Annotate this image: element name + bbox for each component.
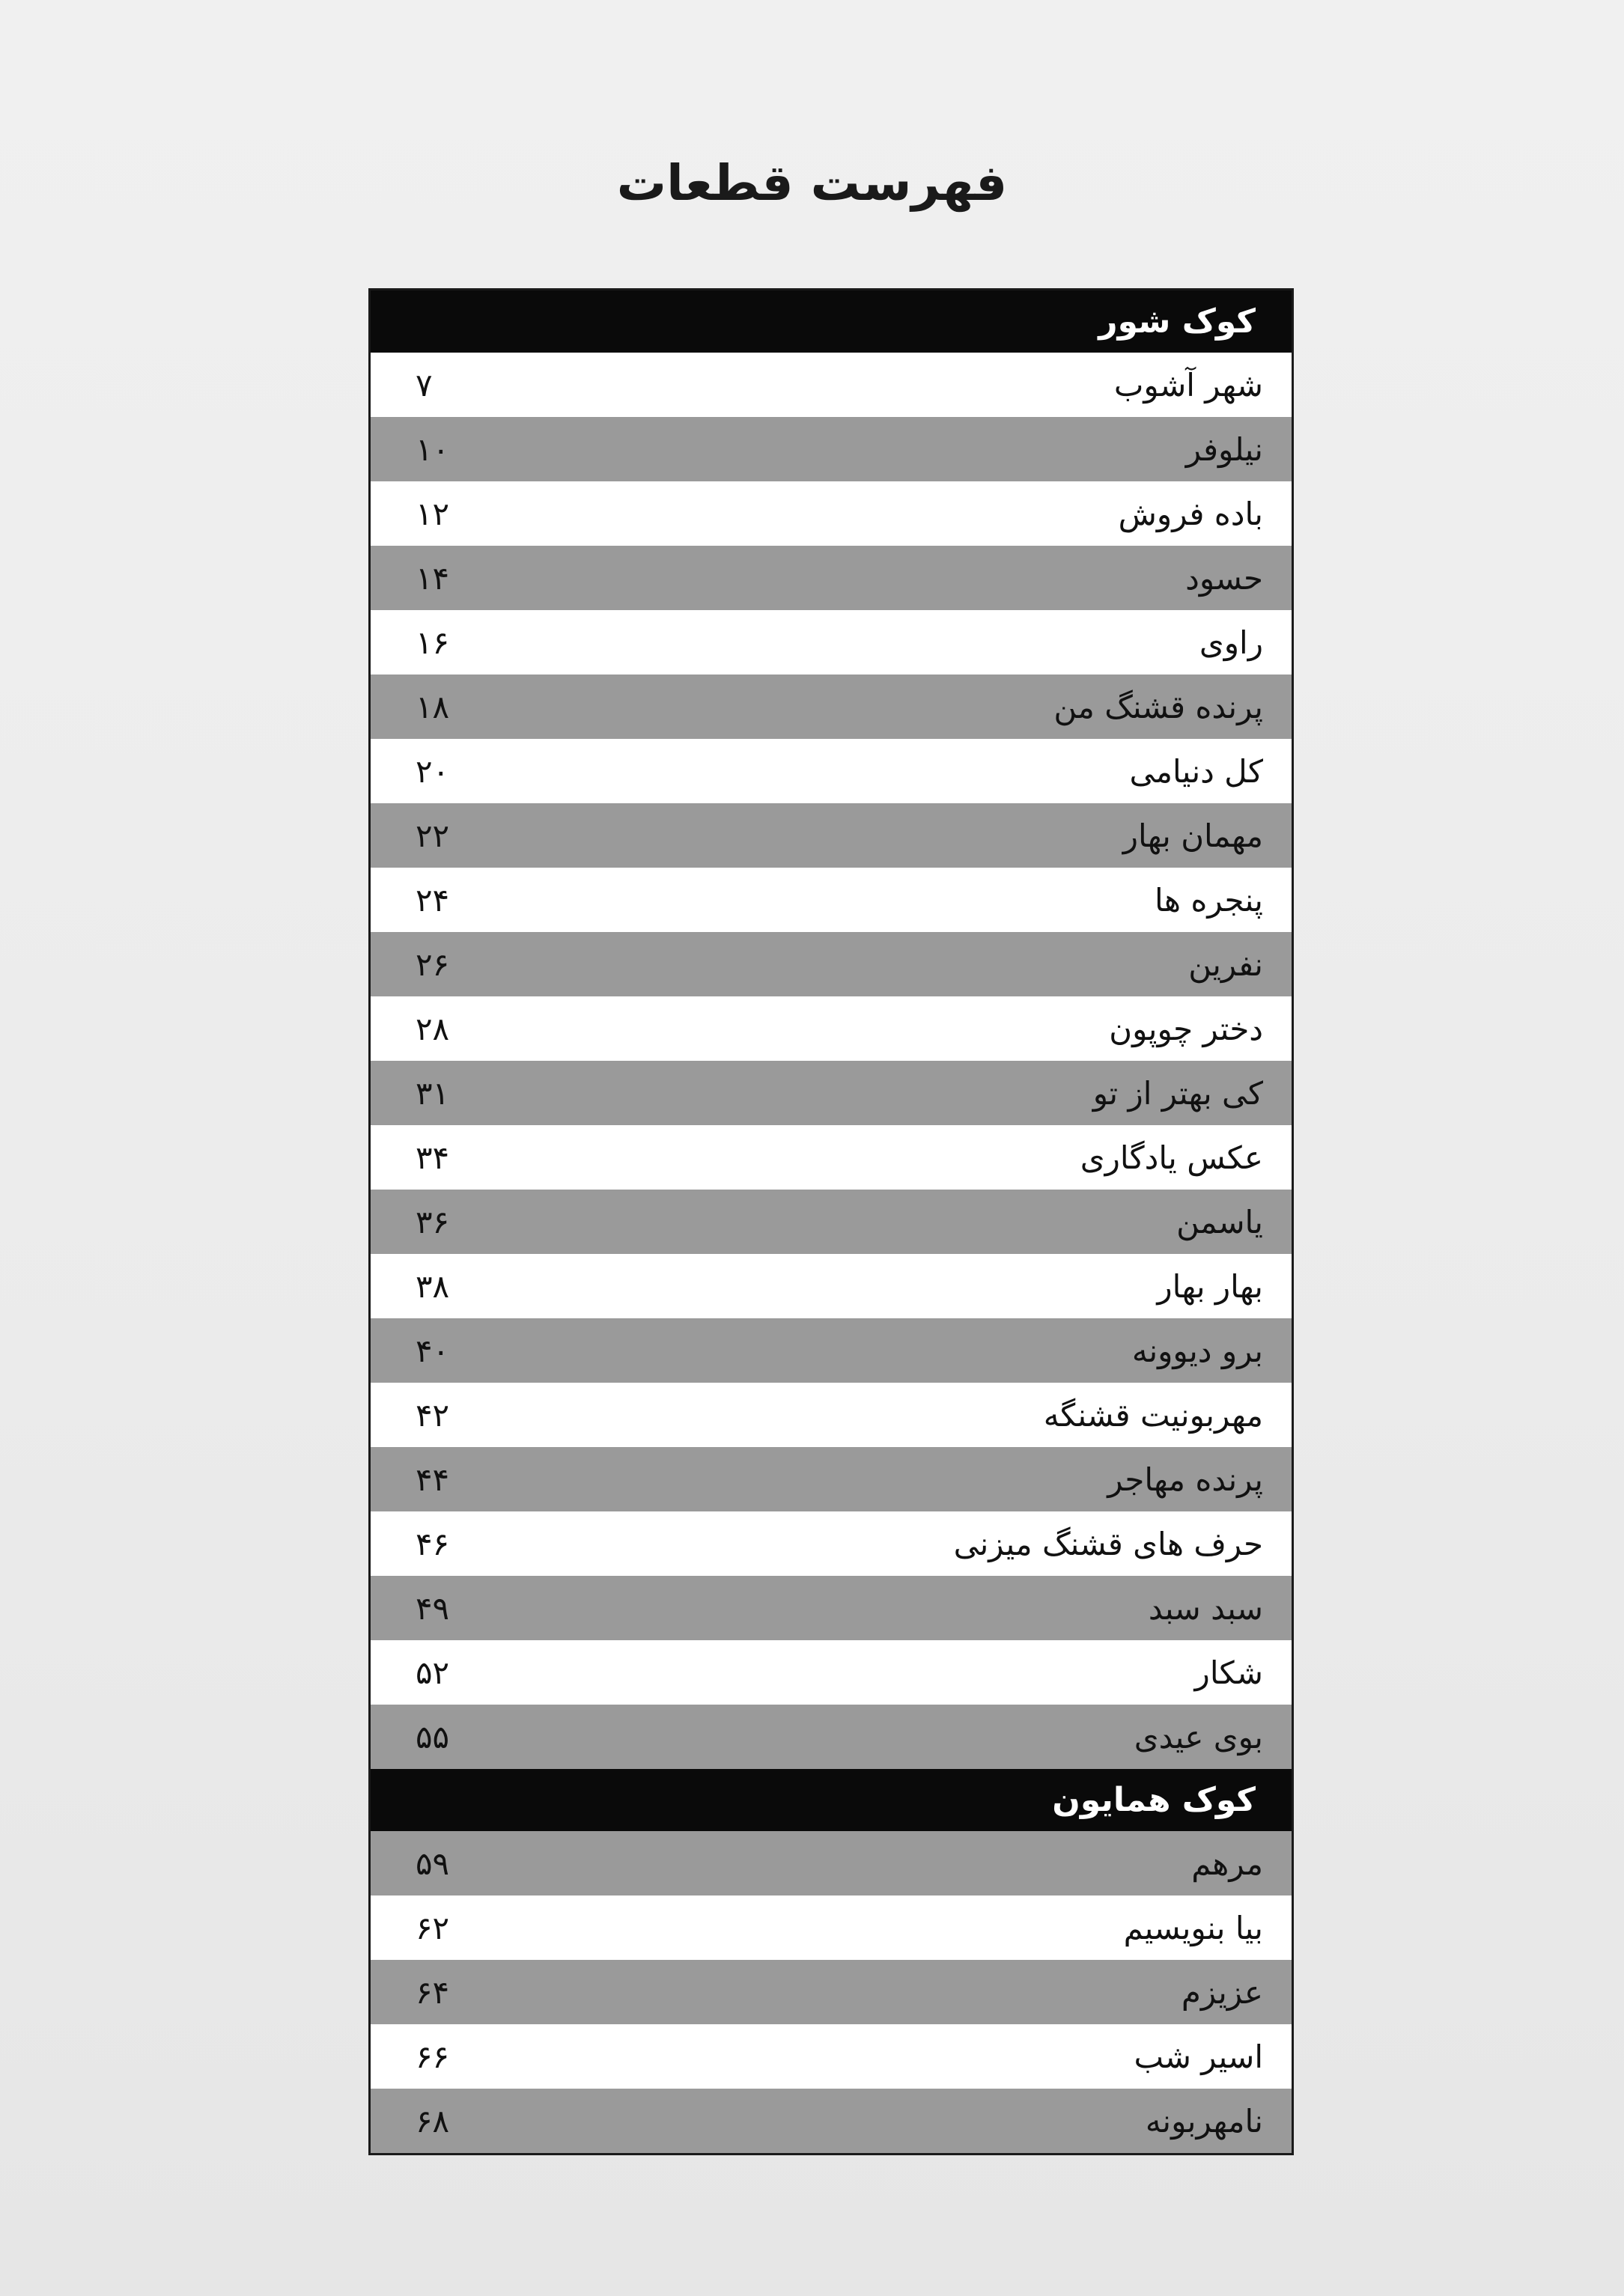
toc-row[interactable] — [371, 417, 1292, 481]
toc-item-page: ۲۰ — [416, 752, 450, 790]
toc-item-title: نامهربونه — [1145, 2102, 1263, 2140]
toc-row[interactable] — [371, 1061, 1292, 1125]
toc-item-page: ۲۸ — [416, 1010, 450, 1047]
toc-item-page: ۴۴ — [416, 1461, 450, 1498]
toc-row[interactable] — [371, 610, 1292, 675]
toc-item-page: ۳۸ — [416, 1267, 450, 1305]
toc-item-page: ۵۵ — [416, 1718, 450, 1756]
toc-row[interactable] — [371, 1318, 1292, 1383]
toc-item-title: پرنده قشنگ من — [1053, 688, 1263, 725]
toc-row[interactable] — [371, 675, 1292, 739]
toc-item-page: ۶۸ — [416, 2102, 450, 2140]
toc-item-title: پرنده مهاجر — [1107, 1461, 1263, 1498]
toc-row[interactable] — [371, 996, 1292, 1061]
toc-item-page: ۵۹ — [416, 1845, 450, 1882]
toc-row[interactable] — [371, 868, 1292, 932]
toc-item-page: ۶۲ — [416, 1909, 450, 1946]
toc-item-title: عزیزم — [1181, 1973, 1263, 2011]
toc-row[interactable] — [371, 1640, 1292, 1705]
toc-item-page: ۴۹ — [416, 1589, 450, 1627]
toc-row[interactable] — [371, 1576, 1292, 1640]
toc-item-title: راوی — [1199, 624, 1263, 661]
toc-item-page: ۲۴ — [416, 881, 450, 919]
toc-item-page: ۲۶ — [416, 945, 450, 983]
toc-row[interactable] — [371, 1960, 1292, 2024]
toc-row[interactable] — [371, 1831, 1292, 1895]
toc-row[interactable] — [371, 2089, 1292, 2153]
toc-item-title: دختر چوپون — [1109, 1010, 1263, 1047]
section-header: کوک شور — [371, 290, 1292, 353]
toc-item-title: شکار — [1194, 1654, 1263, 1691]
toc-row[interactable] — [371, 2024, 1292, 2089]
toc-item-page: ۲۲ — [416, 817, 450, 854]
page-title: فهرست قطعات — [616, 154, 1008, 212]
toc-row[interactable] — [371, 1705, 1292, 1769]
toc-item-title: برو دیوونه — [1131, 1332, 1263, 1369]
toc-item-title: حسود — [1185, 559, 1263, 597]
toc-item-title: مهربونیت قشنگه — [1043, 1396, 1263, 1434]
section-header: کوک همایون — [371, 1769, 1292, 1831]
toc-item-title: سبد سبد — [1148, 1589, 1263, 1627]
toc-item-title: اسیر شب — [1134, 2038, 1263, 2075]
toc-item-title: کل دنیامی — [1129, 752, 1263, 790]
toc-item-page: ۱۸ — [416, 688, 450, 725]
toc-item-page: ۵۲ — [416, 1654, 450, 1691]
toc-row[interactable] — [371, 353, 1292, 417]
toc-item-page: ۱۶ — [416, 624, 450, 661]
toc-item-title: بیا بنویسیم — [1123, 1909, 1263, 1946]
toc-item-title: حرف های قشنگ میزنی — [953, 1525, 1263, 1562]
toc-row[interactable] — [371, 932, 1292, 996]
toc-item-title: بهار بهار — [1157, 1267, 1263, 1305]
toc-item-page: ۳۱ — [416, 1074, 450, 1112]
toc-item-title: کی بهتر از تو — [1092, 1074, 1263, 1112]
toc-item-page: ۱۴ — [416, 559, 450, 597]
toc-item-title: نفرین — [1188, 945, 1263, 983]
toc-item-title: نیلوفر — [1185, 430, 1263, 468]
toc-item-page: ۱۲ — [416, 495, 450, 532]
toc-row[interactable] — [371, 546, 1292, 610]
toc-item-title: مرهم — [1191, 1845, 1263, 1882]
toc-item-page: ۶۶ — [416, 2038, 450, 2075]
toc-item-page: ۴۲ — [416, 1396, 450, 1434]
toc-item-title: بوی عیدی — [1134, 1718, 1263, 1756]
toc-row[interactable] — [371, 1511, 1292, 1576]
toc-item-title: مهمان بهار — [1122, 817, 1263, 854]
toc-table — [368, 288, 1294, 2155]
toc-item-page: ۴۶ — [416, 1525, 450, 1562]
toc-item-title: یاسمن — [1176, 1203, 1263, 1240]
toc-item-page: ۶۴ — [416, 1973, 450, 2011]
toc-row[interactable] — [371, 803, 1292, 868]
toc-item-page: ۳۴ — [416, 1139, 450, 1176]
toc-row[interactable] — [371, 1447, 1292, 1511]
toc-item-page: ۷ — [416, 366, 433, 404]
toc-item-page: ۴۰ — [416, 1332, 450, 1369]
toc-item-title: شهر آشوب — [1113, 366, 1263, 404]
toc-item-page: ۳۶ — [416, 1203, 450, 1240]
toc-item-title: عکس یادگاری — [1080, 1139, 1263, 1176]
toc-row[interactable] — [371, 739, 1292, 803]
toc-row[interactable] — [371, 481, 1292, 546]
toc-item-title: باده فروش — [1118, 495, 1263, 532]
toc-item-page: ۱۰ — [416, 430, 450, 468]
toc-row[interactable] — [371, 1125, 1292, 1190]
toc-row[interactable] — [371, 1190, 1292, 1254]
toc-row[interactable] — [371, 1254, 1292, 1318]
toc-row[interactable] — [371, 1895, 1292, 1960]
toc-row[interactable] — [371, 1383, 1292, 1447]
toc-item-title: پنجره ها — [1155, 881, 1263, 919]
